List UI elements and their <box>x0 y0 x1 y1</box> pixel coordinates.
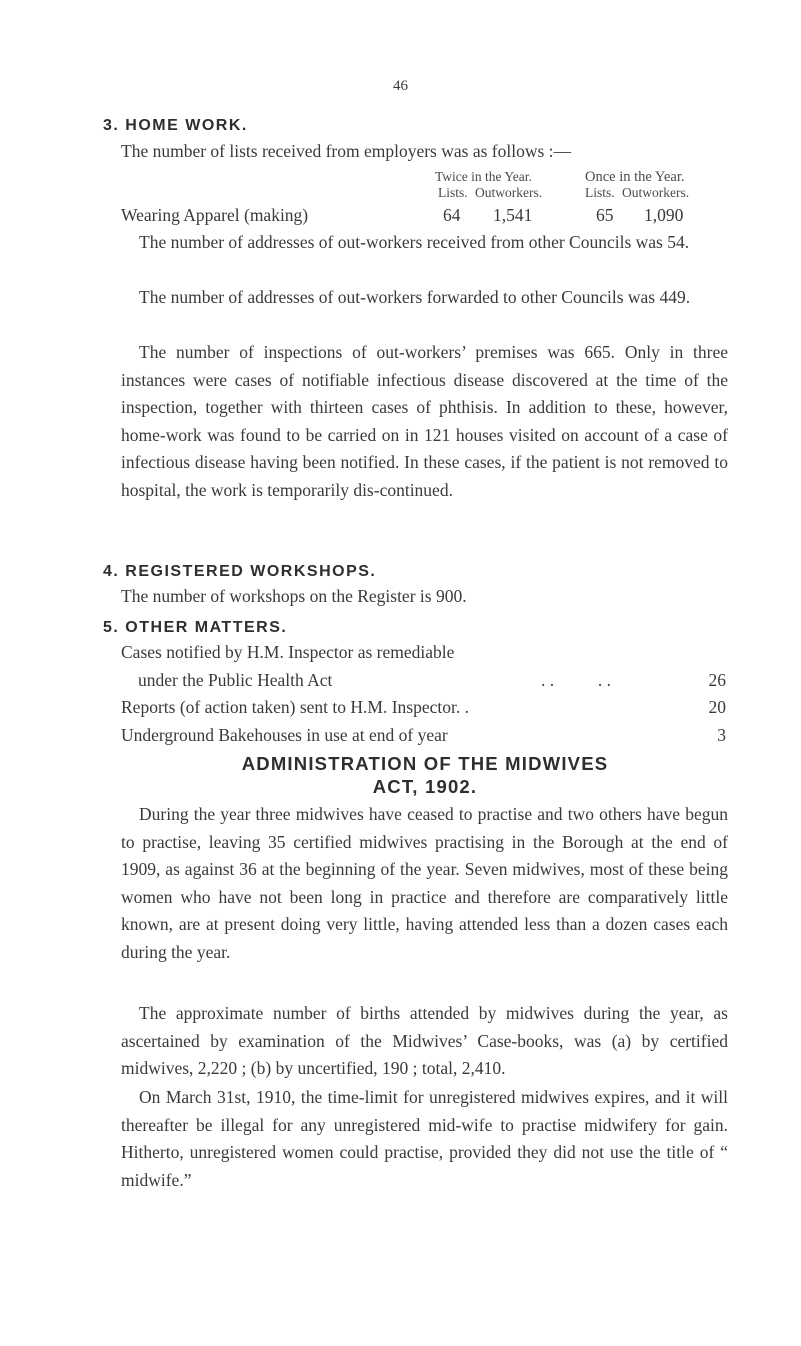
home-work-intro: The number of lists received from employers was as follows :— <box>121 141 572 161</box>
paragraph-inspections <box>121 339 728 505</box>
sub-cols-once: Lists. Outworkers. <box>585 185 690 200</box>
once-outworkers-value: 1,090 <box>644 205 684 225</box>
midwives-paragraph-1 <box>121 801 728 967</box>
midwives-paragraph-1-text: During the year three midwives have ceased to practise and two others have begun to practise, leaving 35 certified midwives practising in the Borough at the end of 1909, as against 36 at the beginning of the year. Seven midwives, most of these being women who have not been long in practice and therefore are comparatively little known, are at present doing very little, having attended less than a dozen cases each during the year. <box>121 804 728 962</box>
paragraph-inspections-text: The number of inspections of out-workers’ premises was 665. Only in three instances were cases of notifiable infectious disease discovered at the time of the inspection, together with thirteen cases of phthisis. In addition to these, however, home-work was found to be carried on in 121 houses visited on account of a case of infectious disease having been notified. In these cases, if the patient is not removed to hospital, the work is temporarily dis-continued. <box>121 342 728 500</box>
other-matters-heading: 5. OTHER MATTERS. <box>103 619 288 636</box>
remediable-value: 26 <box>708 670 726 690</box>
home-work-heading: 3. HOME WORK. <box>103 117 248 134</box>
reports-value: 20 <box>708 697 726 717</box>
midwives-title-line1: ADMINISTRATION OF THE MIDWIVES <box>241 753 609 774</box>
twice-outworkers-value: 1,541 <box>493 205 533 225</box>
bakehouses-value: 3 <box>717 725 726 745</box>
remediable-line2: under the Public Health Act <box>138 670 333 690</box>
col-group-twice: Twice in the Year. <box>435 169 532 184</box>
midwives-paragraph-2-text: The approximate number of births attended by midwives during the year, as ascertained by examination of the Midwives’ Case-books, was (a) by certified midwives, 2,220 ; (b) by uncertified, 190 ; total, 2,410. <box>121 1003 728 1079</box>
page-number: 46 <box>393 78 408 94</box>
row-label-wearing-apparel: Wearing Apparel (making) <box>121 205 309 225</box>
col-group-once: Once in the Year. <box>585 169 685 185</box>
paragraph-received-text: The number of addresses of out-workers received from other Councils was 54. <box>139 232 690 252</box>
midwives-paragraph-3 <box>121 1084 728 1194</box>
once-lists-value: 65 <box>596 205 614 225</box>
remediable-line1: Cases notified by H.M. Inspector as remediable <box>121 642 455 662</box>
sub-cols-twice: Lists. Outworkers. <box>438 185 543 200</box>
paragraph-forwarded <box>121 284 728 312</box>
midwives-paragraph-2 <box>121 1000 728 1083</box>
midwives-title-line2: ACT, 1902. <box>372 776 478 797</box>
midwives-paragraph-3-text: On March 31st, 1910, the time-limit for unregistered midwives expires, and it will thereafter be illegal for any unregistered mid-wife to practise midwifery for gain. Hitherto, unregistered women could practise, provided they did not use the title of “ midwife.” <box>121 1087 728 1190</box>
workshops-heading: 4. REGISTERED WORKSHOPS. <box>103 563 377 580</box>
paragraph-received <box>121 229 728 257</box>
paragraph-forwarded-text: The number of addresses of out-workers forwarded to other Councils was 449. <box>139 287 691 307</box>
bakehouses-label: Underground Bakehouses in use at end of year <box>121 725 448 745</box>
twice-lists-value: 64 <box>443 205 461 225</box>
workshops-text: The number of workshops on the Register is 900. <box>121 586 467 606</box>
remediable-leader-dots: . . . . <box>541 670 611 690</box>
reports-label: Reports (of action taken) sent to H.M. Inspector. . <box>121 697 469 717</box>
